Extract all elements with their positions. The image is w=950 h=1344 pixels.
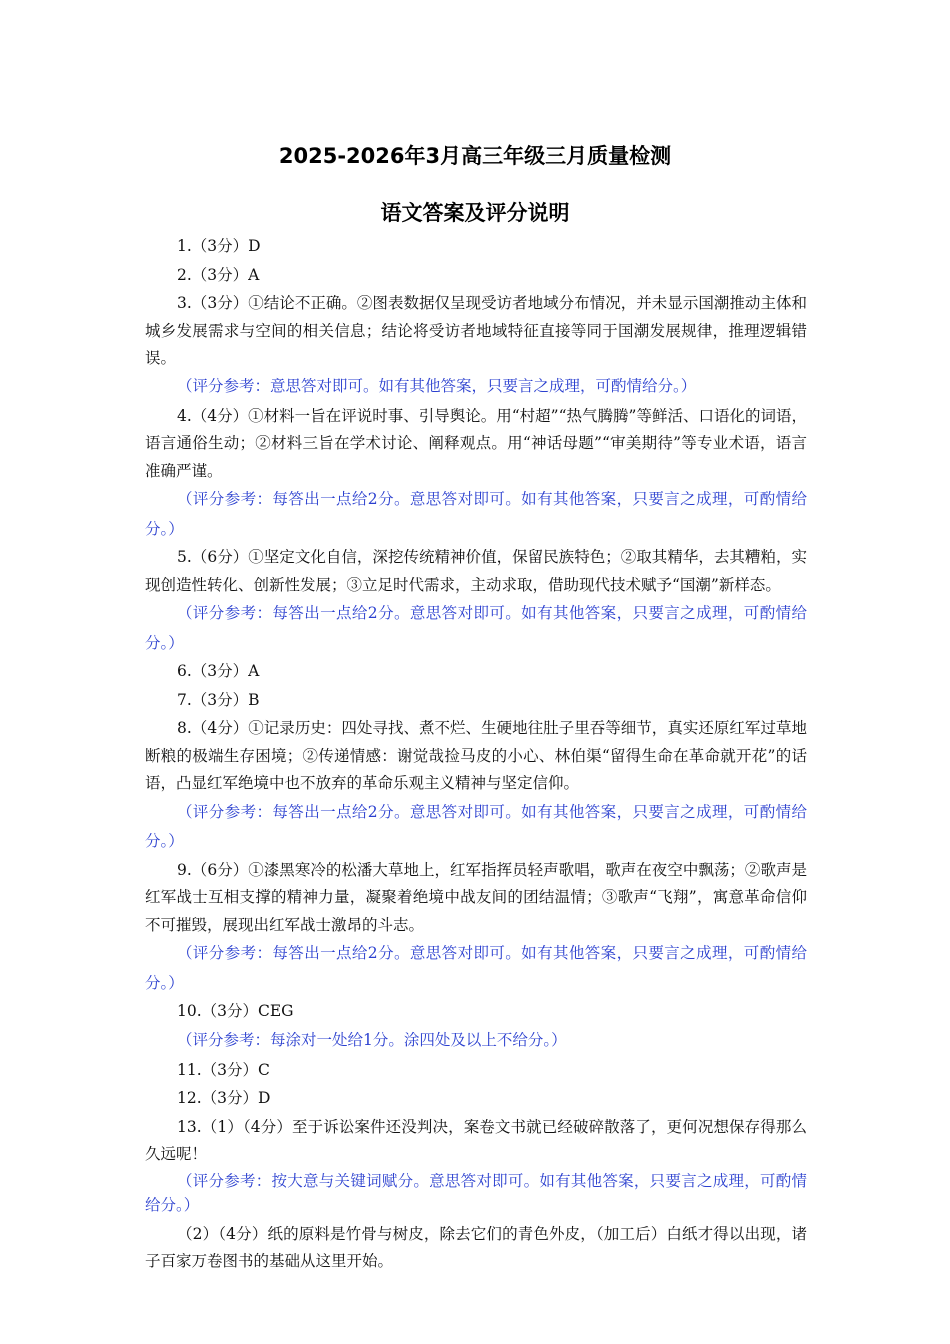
answer-q12: 12.（3分）D: [177, 1089, 271, 1107]
scoring-note-q9: （评分参考：每答出一点给2分。意思答对即可。如有其他答案，只要言之成理，可酌情给分。）: [145, 944, 807, 992]
answer-q8: 8.（4分）①记录历史：四处寻找、煮不烂、生硬地往肚子里吞等细节，真实还原红军过草地断粮的极端生存困境；②传递情感：谢觉哉捡马皮的小心、林伯渠“留得生命在革命就开花”的话语，凸显红军绝境中也不放弃的革命乐观主义精神与坚定信仰。: [145, 719, 807, 792]
scoring-note-q5: （评分参考：每答出一点给2分。意思答对即可。如有其他答案，只要言之成理，可酌情给分。）: [145, 604, 807, 652]
scoring-note-q8: （评分参考：每答出一点给2分。意思答对即可。如有其他答案，只要言之成理，可酌情给分。）: [145, 802, 807, 850]
answer-q9: 9.（6分）①漆黑寒冷的松潘大草地上，红军指挥员轻声歌唱，歌声在夜空中飘荡；②歌声是红军战士互相支撑的精神力量，凝聚着绝境中战友间的团结温情；③歌声“飞翔”，寓意革命信仰不可摧毁，展现出红军战士激昂的斗志。: [145, 860, 807, 934]
scoring-note-q3: （评分参考：意思答对即可。如有其他答案，只要言之成理，可酌情给分。）: [177, 376, 697, 395]
page-subtitle: 语文答案及评分说明: [380, 201, 570, 225]
answer-q13-2: （2）（4分）纸的原料是竹骨与树皮，除去它们的青色外皮，（加工后）白纸才得以出现，诸子百家万卷图书的基础从这里开始。: [145, 1224, 807, 1270]
answer-q6: 6.（3分）A: [177, 662, 260, 680]
answer-q5: 5.（6分）①坚定文化自信，深挖传统精神价值，保留民族特色；②取其精华，去其糟粕，实现创造性转化、创新性发展；③立足时代需求，主动求取，借助现代技术赋予“国潮”新样态。: [145, 548, 807, 594]
answer-q10: 10.（3分）CEG: [177, 1002, 294, 1020]
answer-list: [145, 233, 807, 1276]
scoring-note-q10: （评分参考：每涂对一处给1分。涂四处及以上不给分。）: [177, 1030, 567, 1049]
scoring-note-q13-1: （评分参考：按大意与关键词赋分。意思答对即可。如有其他答案，只要言之成理，可酌情给分。）: [145, 1171, 807, 1214]
answer-q3: 3.（3分）①结论不正确。②图表数据仅呈现受访者地域分布情况，并未显示国潮推动主体和城乡发展需求与空间的相关信息；结论将受访者地域特征直接等同于国潮发展规律，推理逻辑错误。: [145, 294, 807, 367]
answer-q4: 4.（4分）①材料一旨在评说时事、引导舆论。用“村超”“热气腾腾”等鲜活、口语化的词语，语言通俗生动；②材料三旨在学术讨论、阐释观点。用“神话母题”“审美期待”等专业术语，语言准确严谨。: [145, 406, 807, 480]
answer-q13-1: 13.（1）（4分）至于诉讼案件还没判决，案卷文书就已经破碎散落了，更何况想保存得那么久远呢！: [145, 1117, 807, 1163]
scoring-note-q4: （评分参考：每答出一点给2分。意思答对即可。如有其他答案，只要言之成理，可酌情给分。）: [145, 490, 807, 538]
answer-q7: 7.（3分）B: [177, 690, 260, 709]
answer-q2: 2.（3分）A: [177, 265, 260, 284]
answer-q11: 11.（3分）C: [177, 1060, 270, 1079]
answer-q1: 1.（3分）D: [177, 237, 261, 255]
page-title: 2025-2026年3月高三年级三月质量检测: [278, 144, 672, 168]
